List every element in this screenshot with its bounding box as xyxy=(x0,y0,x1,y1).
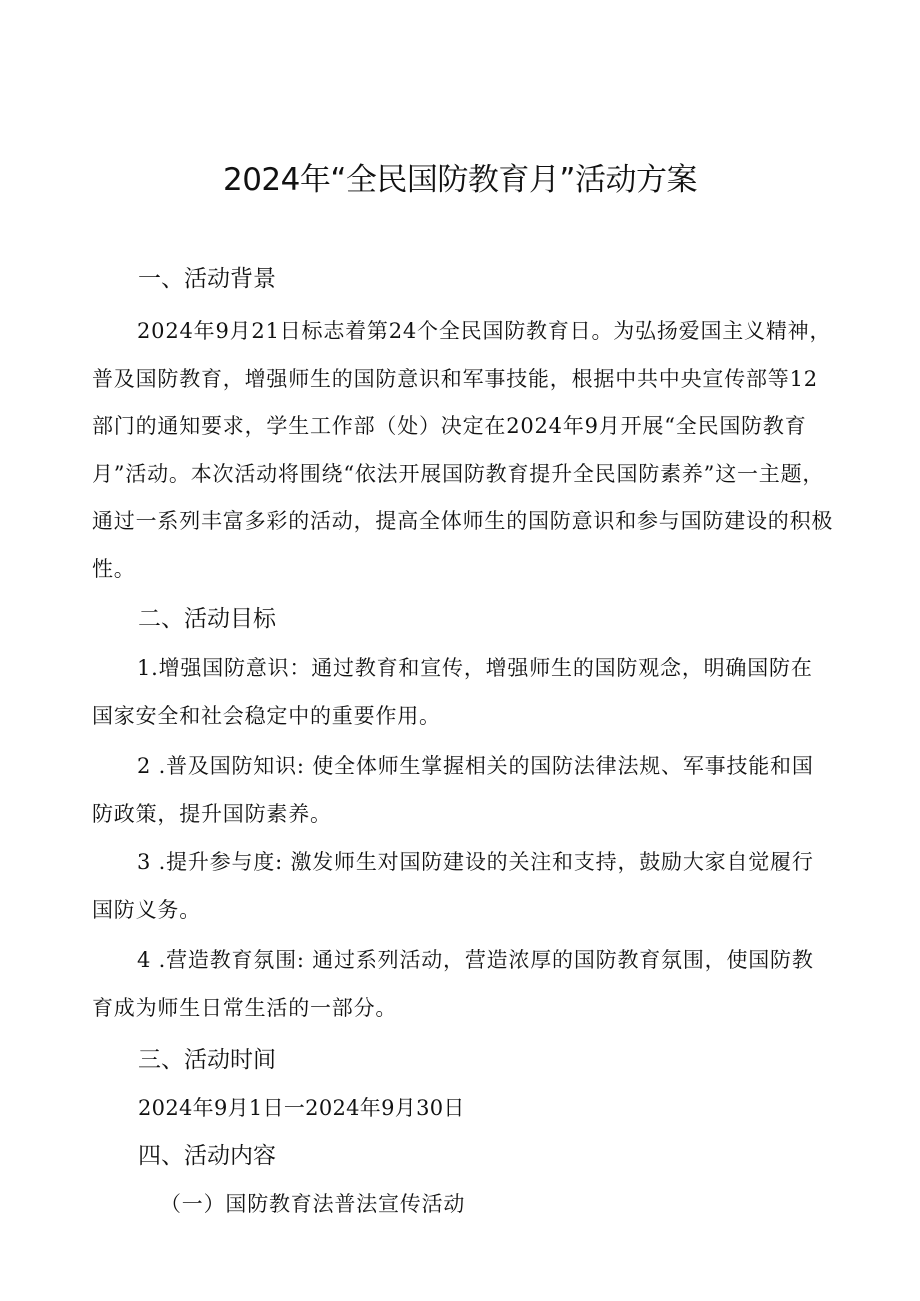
content-subheading: （一）国防教育法普法宣传活动 xyxy=(160,1192,466,1216)
activity-date-range: 2024年9月1日一2024年9月30日 xyxy=(138,1096,465,1120)
section-heading-goals: 二、活动目标 xyxy=(138,606,276,632)
goal-item-4: 4 .营造教育氛围: 通过系列活动，营造浓厚的国防教育氛围，使国防教育成为师生日常生活的一部分。 xyxy=(92,948,814,1020)
goal-item-2: 2 .普及国防知识: 使全体师生掌握相关的国防法律法规、军事技能和国防政策，提升国防素养。 xyxy=(92,754,814,826)
section-heading-background: 一、活动背景 xyxy=(138,266,276,292)
goal-item-3: 3 .提升参与度: 激发师生对国防建设的关注和支持，鼓励大家自觉履行国防义务。 xyxy=(92,850,814,922)
section-heading-content: 四、活动内容 xyxy=(138,1143,276,1169)
section-heading-time: 三、活动时间 xyxy=(138,1047,276,1073)
background-paragraph: 2024年9月21日标志着第24个全民国防教育日。为弘扬爱国主义精神，普及国防教育，增强师生的国防意识和军事技能，根据中共中央宣传部等12部门的通知要求，学生工作部（处）决定在2024年9月开展“全民国防教育月”活动。本次活动将围绕“依法开展国防教育提升全民国防素养”这一主题，通过一系列丰富多彩的活动，提高全体师生的国防意识和参与国防建设的积极性。 xyxy=(92,319,834,581)
document-title: 2024年“全民国防教育月”活动方案 xyxy=(222,162,697,198)
goal-item-1: 1.增强国防意识：通过教育和宣传，增强师生的国防观念，明确国防在国家安全和社会稳定中的重要作用。 xyxy=(92,656,813,728)
